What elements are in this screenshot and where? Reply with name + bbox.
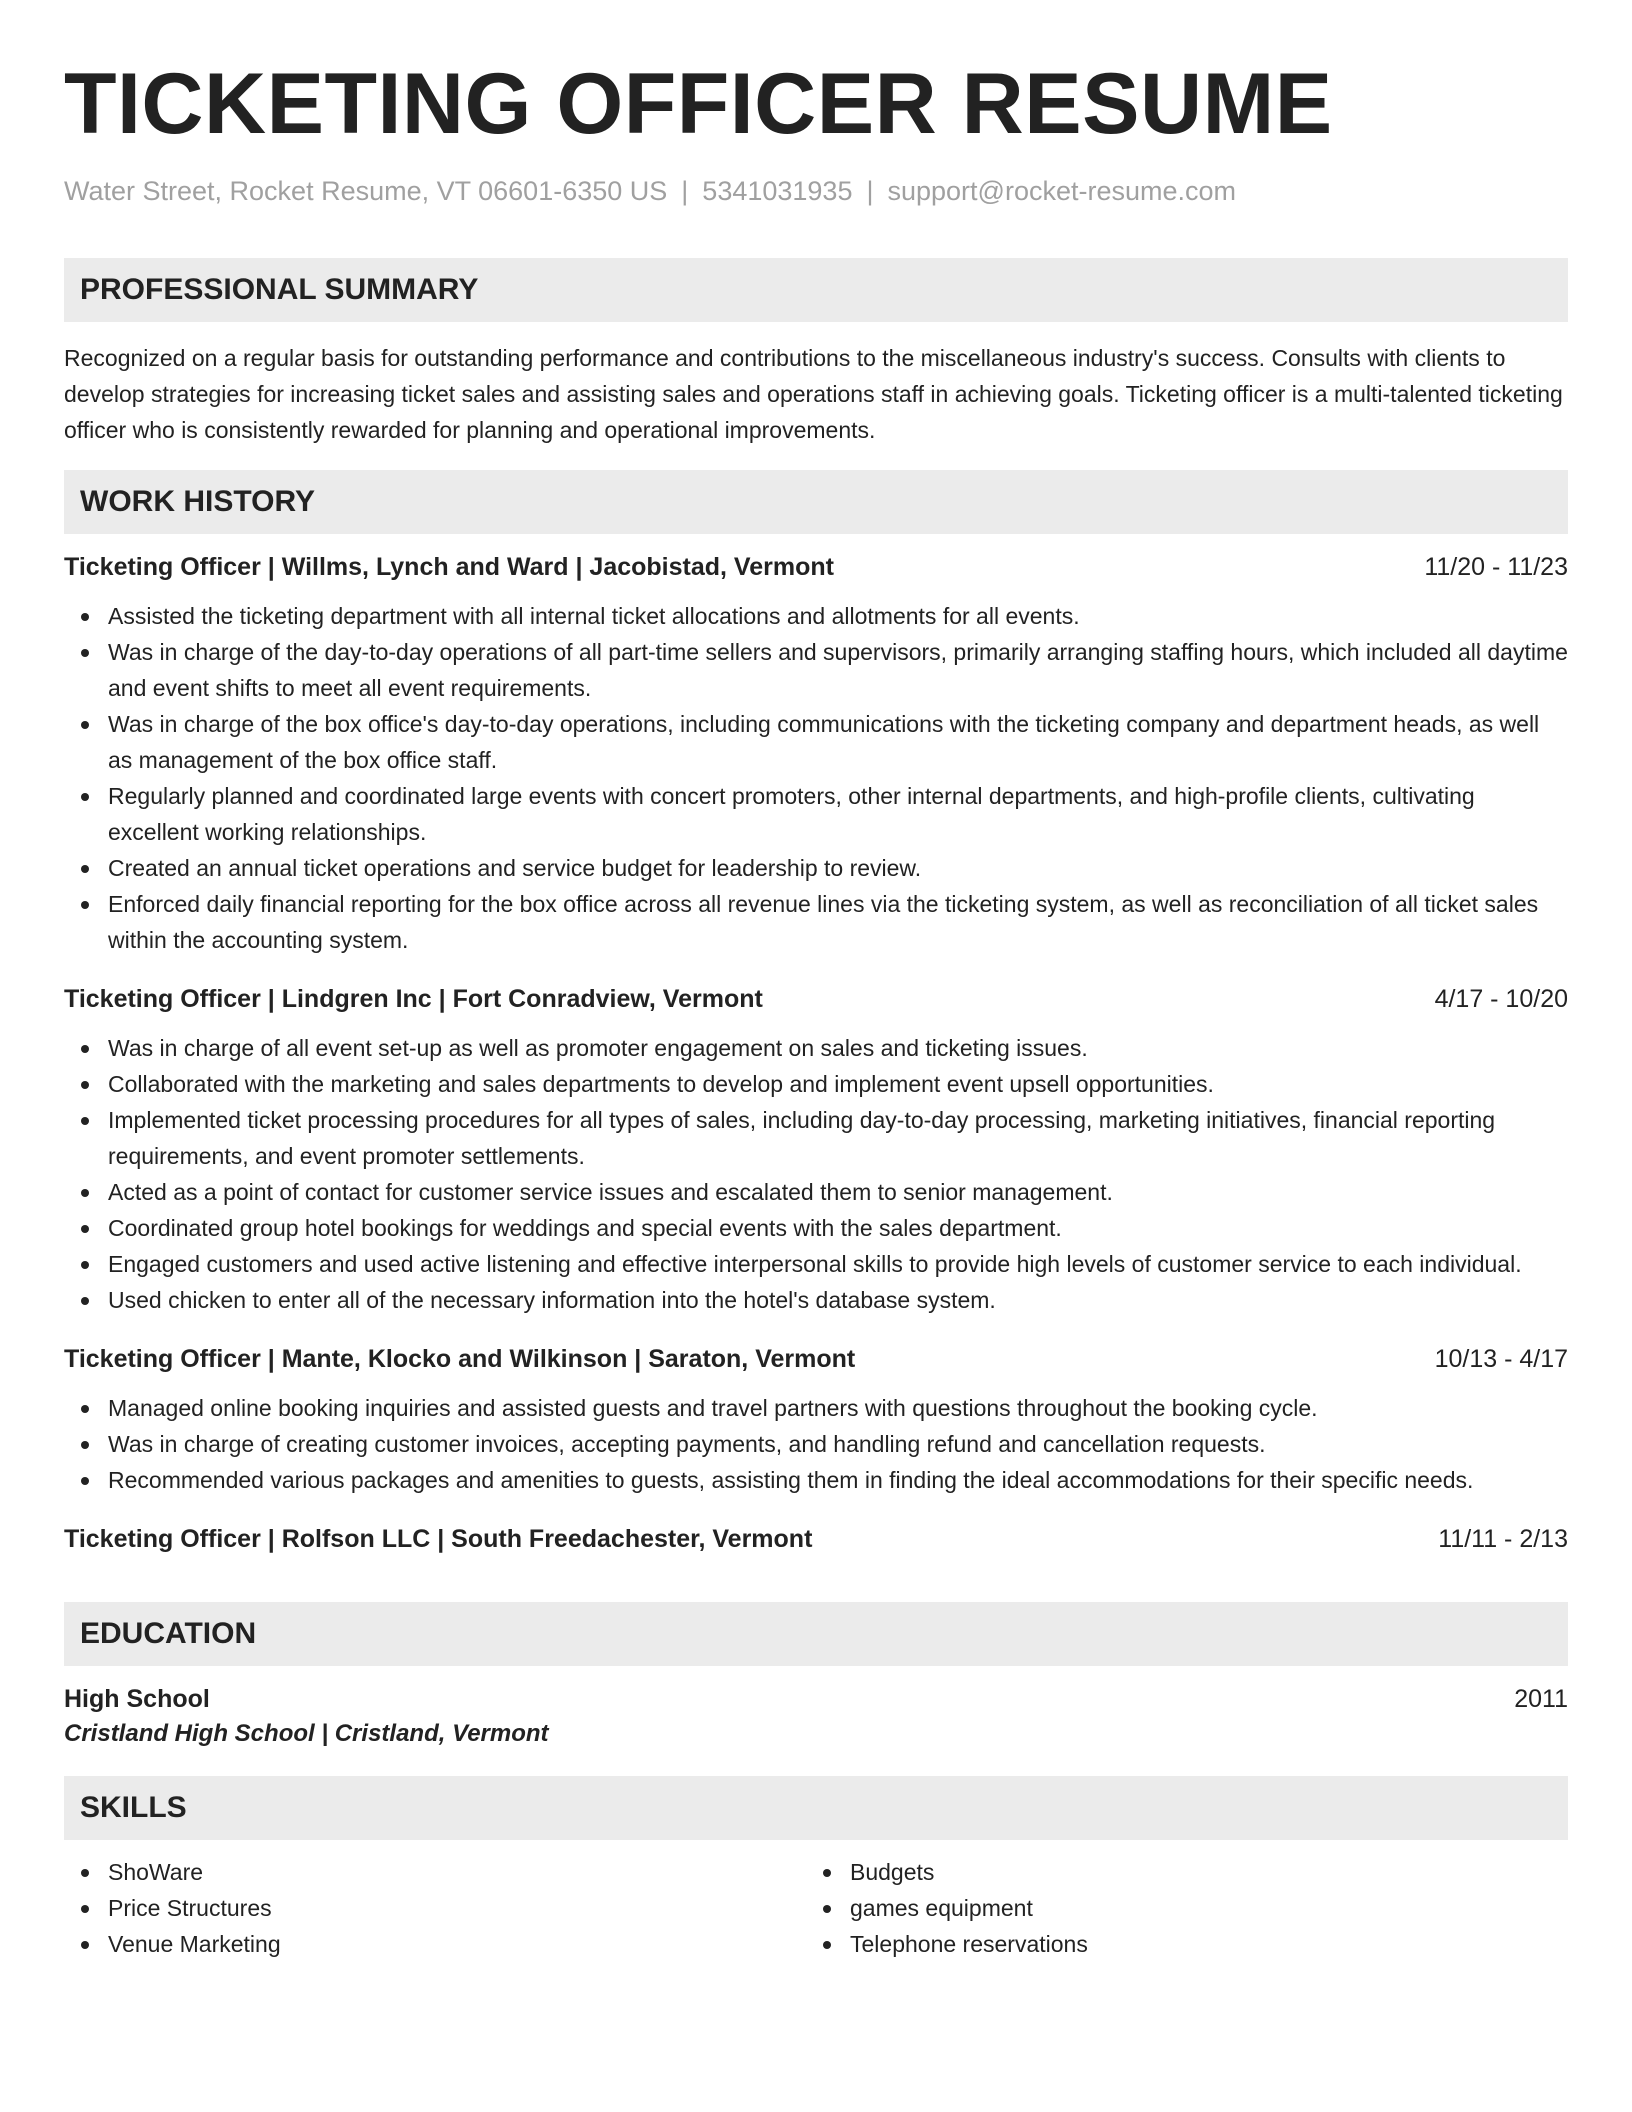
skills-column-left: [64, 1854, 806, 1962]
list-item: games equipment: [806, 1890, 1548, 1926]
job-entry: [64, 550, 1568, 958]
section-heading-work-history: WORK HISTORY: [64, 470, 1568, 534]
section-heading-education: EDUCATION: [64, 1602, 1568, 1666]
job-header: [64, 1342, 1568, 1376]
skills-column-right: [806, 1854, 1548, 1962]
list-item: Was in charge of all event set-up as well as promoter engagement on sales and ticketing issues.: [64, 1030, 1568, 1066]
education-header: [64, 1682, 1568, 1716]
list-item: Was in charge of the box office's day-to-day operations, including communications with the ticketing company and department heads, as well as management of the box office staff.: [64, 706, 1568, 778]
job-title: Ticketing Officer | Mante, Klocko and Wilkinson | Saraton, Vermont: [64, 1345, 856, 1373]
job-title: Ticketing Officer | Rolfson LLC | South Freedachester, Vermont: [64, 1525, 813, 1553]
job-dates: 10/13 - 4/17: [1434, 1345, 1568, 1373]
list-item: Enforced daily financial reporting for the box office across all revenue lines via the ticketing system, as well as reconciliation of all ticket sales within the accounting system.: [64, 886, 1568, 958]
education-school: Cristland High School | Cristland, Vermont: [64, 1720, 549, 1747]
job-bullets: [64, 1390, 1568, 1498]
job-entry: [64, 1342, 1568, 1498]
list-item: Regularly planned and coordinated large events with concert promoters, other internal departments, and high-profile clients, cultivating excellent working relationships.: [64, 778, 1568, 850]
job-entry: [64, 982, 1568, 1318]
list-item: Implemented ticket processing procedures for all types of sales, including day-to-day processing, marketing initiatives, financial reporting requirements, and event promoter settlements.: [64, 1102, 1568, 1174]
list-item: Collaborated with the marketing and sales departments to develop and implement event upsell opportunities.: [64, 1066, 1568, 1102]
section-heading-summary: PROFESSIONAL SUMMARY: [64, 258, 1568, 322]
list-item: Engaged customers and used active listening and effective interpersonal skills to provide high levels of customer service to each individual.: [64, 1246, 1568, 1282]
list-item: ShoWare: [64, 1854, 806, 1890]
list-item: Was in charge of the day-to-day operations of all part-time sellers and supervisors, primarily arranging staffing hours, which included all daytime and event shifts to meet all event requirements.: [64, 634, 1568, 706]
contact-separator: |: [681, 176, 689, 206]
section-heading-skills: SKILLS: [64, 1776, 1568, 1840]
job-dates: 4/17 - 10/20: [1434, 985, 1568, 1013]
resume-page: [64, 0, 1568, 1962]
contact-phone: 5341031935: [702, 176, 853, 206]
list-item: Recommended various packages and amenities to guests, assisting them in finding the ideal accommodations for their specific needs.: [64, 1462, 1568, 1498]
list-item: Venue Marketing: [64, 1926, 806, 1962]
job-dates: 11/20 - 11/23: [1424, 553, 1568, 581]
contact-line: [64, 174, 1568, 208]
contact-email: support@rocket-resume.com: [887, 176, 1237, 206]
list-item: Acted as a point of contact for customer service issues and escalated them to senior management.: [64, 1174, 1568, 1210]
contact-separator: |: [866, 176, 874, 206]
list-item: Coordinated group hotel bookings for weddings and special events with the sales department.: [64, 1210, 1568, 1246]
job-entry: [64, 1522, 1568, 1556]
job-header: [64, 1522, 1568, 1556]
list-item: Used chicken to enter all of the necessary information into the hotel's database system.: [64, 1282, 1568, 1318]
list-item: Budgets: [806, 1854, 1548, 1890]
list-item: Telephone reservations: [806, 1926, 1548, 1962]
job-title: Ticketing Officer | Lindgren Inc | Fort Conradview, Vermont: [64, 985, 763, 1013]
resume-title: TICKETING OFFICER RESUME: [64, 56, 1333, 152]
job-bullets: [64, 1030, 1568, 1318]
education-entry: [64, 1682, 1568, 1752]
list-item: Price Structures: [64, 1890, 806, 1926]
job-title: Ticketing Officer | Willms, Lynch and Ward | Jacobistad, Vermont: [64, 553, 834, 581]
skills-list: [64, 1854, 1568, 1962]
list-item: Created an annual ticket operations and service budget for leadership to review.: [64, 850, 1568, 886]
contact-address: Water Street, Rocket Resume, VT 06601-6350 US: [64, 176, 668, 206]
job-dates: 11/11 - 2/13: [1438, 1525, 1568, 1553]
job-bullets: [64, 598, 1568, 958]
education-year: 2011: [1514, 1685, 1568, 1713]
summary-text: Recognized on a regular basis for outstanding performance and contributions to the miscellaneous industry's success. Consults with clients to develop strategies for increasing ticket sales and assisting sales and operations staff in achieving goals. Ticketing officer is a multi-talented ticketing officer who is consistently rewarded for planning and operational improvements.: [64, 345, 1563, 443]
list-item: Was in charge of creating customer invoices, accepting payments, and handling refund and cancellation requests.: [64, 1426, 1568, 1462]
list-item: Assisted the ticketing department with all internal ticket allocations and allotments for all events.: [64, 598, 1568, 634]
list-item: Managed online booking inquiries and assisted guests and travel partners with questions throughout the booking cycle.: [64, 1390, 1568, 1426]
education-degree: High School: [64, 1685, 210, 1713]
job-header: [64, 550, 1568, 584]
job-header: [64, 982, 1568, 1016]
